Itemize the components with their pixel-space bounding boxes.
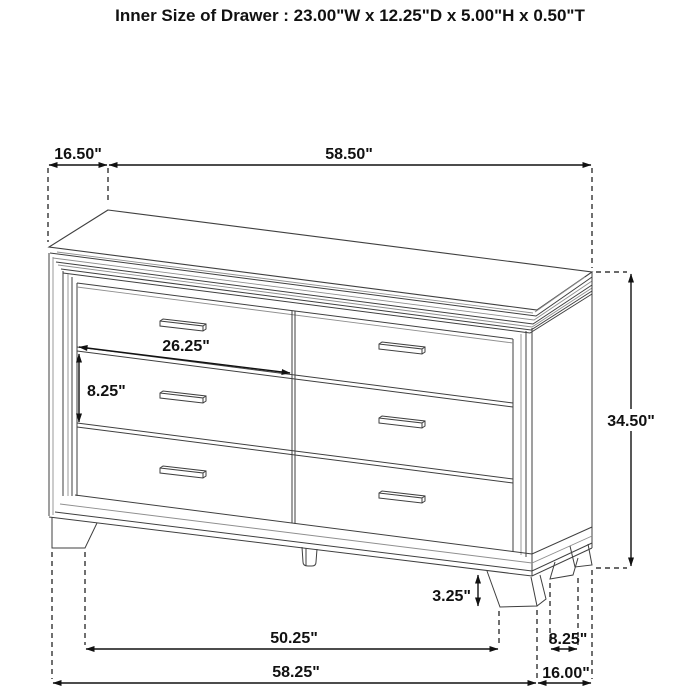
dresser-top-face [49, 210, 592, 313]
dim-label-top-overhang: 16.50" [54, 146, 102, 163]
dimension-top-width [109, 146, 591, 165]
dim-label-base-width: 58.25" [272, 664, 320, 681]
dim-label-top-width: 58.50" [325, 146, 373, 163]
drawer-handle [160, 466, 206, 478]
dim-label-back-leg-width: 8.25" [548, 631, 588, 648]
legs [52, 517, 592, 607]
dim-label-front-leg-span: 50.25" [270, 630, 318, 647]
dimension-top-overhang [49, 146, 107, 165]
drawer-handle [379, 416, 425, 428]
drawer-handle [160, 319, 206, 331]
dresser-drawing [49, 210, 592, 607]
dimension-base-width [53, 664, 536, 683]
dimension-back-leg-width [549, 631, 588, 649]
base-molding [49, 495, 592, 576]
dim-label-base-depth: 16.00" [542, 665, 590, 682]
dim-label-leg-height: 3.25" [432, 588, 471, 605]
dimension-front-leg-span [86, 630, 498, 649]
dimension-overall-height [602, 274, 660, 566]
front-right-leg [487, 571, 546, 607]
dim-label-drawer-height: 8.25" [87, 383, 126, 400]
back-right-leg [570, 544, 592, 567]
dimension-base-depth [538, 665, 591, 683]
dimension-drawer-height [79, 354, 126, 422]
drawer-handle [379, 491, 425, 503]
drawer-handle [379, 342, 425, 354]
dim-label-drawer-width: 26.25" [162, 338, 210, 355]
dimension-leg-height [432, 575, 478, 606]
drawer-handle [160, 391, 206, 403]
dim-label-overall-height: 34.50" [607, 413, 655, 430]
page-title: Inner Size of Drawer : 23.00"W x 12.25"D x 5.00"H x 0.50"T [115, 6, 585, 25]
